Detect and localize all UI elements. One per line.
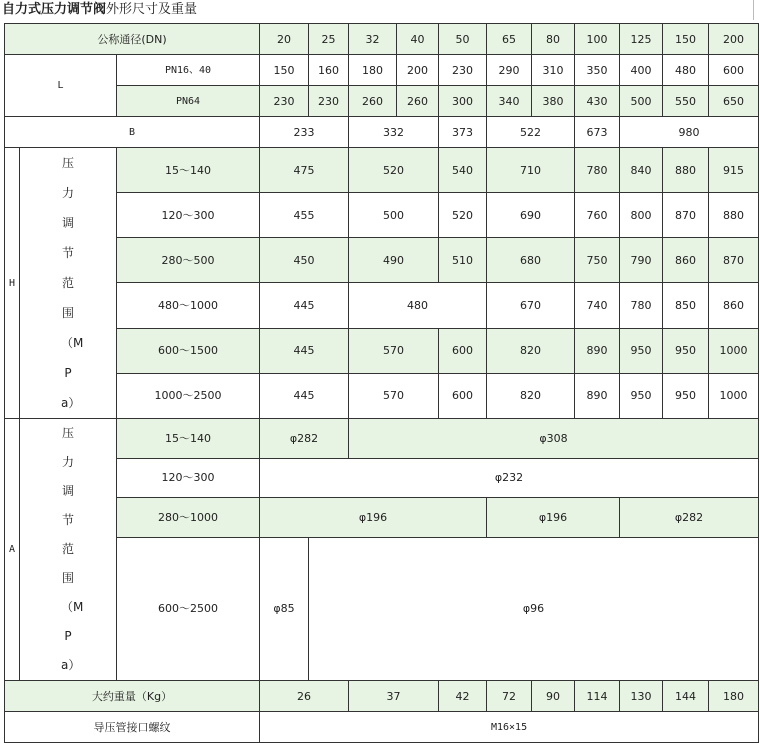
dn-header: 公称通径(DN) (5, 24, 260, 55)
h-cell: 570 (349, 373, 439, 418)
a-cell: φ196 (260, 498, 487, 538)
b-cell: 233 (260, 117, 349, 148)
weight-row (5, 681, 759, 712)
dn-cell: 80 (532, 24, 575, 55)
pn64-label: PN64 (117, 86, 260, 117)
range-cell: 120～300 (117, 458, 260, 498)
a-row (5, 537, 759, 680)
range-cell: 280～500 (117, 238, 260, 283)
b-cell: 522 (487, 117, 575, 148)
b-cell: 332 (349, 117, 439, 148)
b-cell: 373 (439, 117, 487, 148)
dn-cell: 150 (663, 24, 709, 55)
h-cell: 500 (349, 193, 439, 238)
a-row (5, 458, 759, 498)
title-bold: 自力式压力调节阀 (2, 2, 107, 17)
h-label: H (5, 148, 20, 419)
range-cell: 600～2500 (117, 537, 260, 680)
a-cell: φ85 (260, 537, 309, 680)
weight-label: 大约重量（Kg） (5, 681, 260, 712)
h-cell: 780 (575, 148, 620, 193)
h-row (5, 283, 759, 328)
weight-cell: 72 (487, 681, 532, 712)
h-row (5, 373, 759, 418)
h-cell: 890 (575, 373, 620, 418)
h-cell: 480 (349, 283, 487, 328)
dn-cell: 50 (439, 24, 487, 55)
a-cell: φ282 (620, 498, 759, 538)
l-label: L (5, 55, 117, 117)
header-row (5, 24, 759, 55)
dn-cell: 200 (709, 24, 759, 55)
h-cell: 870 (663, 193, 709, 238)
h-cell: 880 (709, 193, 759, 238)
weight-cell: 90 (532, 681, 575, 712)
h-row (5, 328, 759, 373)
l-cell: 260 (397, 86, 439, 117)
h-cell: 840 (620, 148, 663, 193)
l-cell: 400 (620, 55, 663, 86)
dn-cell: 25 (309, 24, 349, 55)
h-range-label (20, 148, 117, 419)
h-cell: 600 (439, 373, 487, 418)
l-cell: 550 (663, 86, 709, 117)
h-row (5, 193, 759, 238)
range-cell: 1000～2500 (117, 373, 260, 418)
dn-cell: 65 (487, 24, 532, 55)
h-cell: 520 (349, 148, 439, 193)
pn16-label: PN16、40 (117, 55, 260, 86)
b-label: B (5, 117, 260, 148)
h-cell: 860 (709, 283, 759, 328)
spec-table (4, 23, 759, 743)
h-cell: 450 (260, 238, 349, 283)
l-pn64-row (5, 86, 759, 117)
a-cell: φ232 (260, 458, 759, 498)
page-title (2, 2, 197, 18)
l-cell: 500 (620, 86, 663, 117)
h-cell: 950 (620, 328, 663, 373)
h-cell: 445 (260, 283, 349, 328)
h-cell: 445 (260, 328, 349, 373)
h-cell: 710 (487, 148, 575, 193)
h-cell: 915 (709, 148, 759, 193)
a-cell: φ282 (260, 419, 349, 459)
h-cell: 475 (260, 148, 349, 193)
range-cell: 280～1000 (117, 498, 260, 538)
h-cell: 950 (620, 373, 663, 418)
l-cell: 150 (260, 55, 309, 86)
weight-cell: 37 (349, 681, 439, 712)
l-cell: 230 (309, 86, 349, 117)
l-cell: 260 (349, 86, 397, 117)
h-cell: 1000 (709, 373, 759, 418)
h-cell: 680 (487, 238, 575, 283)
h-cell: 1000 (709, 328, 759, 373)
dn-cell: 100 (575, 24, 620, 55)
l-cell: 430 (575, 86, 620, 117)
l-cell: 380 (532, 86, 575, 117)
range-cell: 480～1000 (117, 283, 260, 328)
h-cell: 455 (260, 193, 349, 238)
thread-label: 导压管接口螺纹 (5, 712, 260, 743)
h-cell: 445 (260, 373, 349, 418)
h-cell: 760 (575, 193, 620, 238)
l-cell: 230 (260, 86, 309, 117)
l-cell: 340 (487, 86, 532, 117)
l-cell: 200 (397, 55, 439, 86)
l-cell: 230 (439, 55, 487, 86)
range-cell: 120～300 (117, 193, 260, 238)
weight-cell: 26 (260, 681, 349, 712)
h-cell: 490 (349, 238, 439, 283)
h-cell: 800 (620, 193, 663, 238)
h-row (5, 148, 759, 193)
h-cell: 520 (439, 193, 487, 238)
a-row (5, 419, 759, 459)
l-cell: 600 (709, 55, 759, 86)
h-cell: 860 (663, 238, 709, 283)
thread-row (5, 712, 759, 743)
h-cell: 670 (487, 283, 575, 328)
h-cell: 820 (487, 328, 575, 373)
h-cell: 510 (439, 238, 487, 283)
a-cell: φ196 (487, 498, 620, 538)
range-cell: 600～1500 (117, 328, 260, 373)
h-cell: 780 (620, 283, 663, 328)
h-cell: 570 (349, 328, 439, 373)
h-cell: 890 (575, 328, 620, 373)
h-cell: 880 (663, 148, 709, 193)
weight-cell: 114 (575, 681, 620, 712)
weight-cell: 130 (620, 681, 663, 712)
l-cell: 350 (575, 55, 620, 86)
l-pn16-row (5, 55, 759, 86)
l-cell: 180 (349, 55, 397, 86)
weight-cell: 144 (663, 681, 709, 712)
h-cell: 540 (439, 148, 487, 193)
dn-cell: 40 (397, 24, 439, 55)
b-cell: 980 (620, 117, 759, 148)
l-cell: 300 (439, 86, 487, 117)
h-cell: 850 (663, 283, 709, 328)
a-label: A (5, 419, 20, 681)
h-cell: 740 (575, 283, 620, 328)
h-cell: 820 (487, 373, 575, 418)
range-cell: 15～140 (117, 419, 260, 459)
weight-cell: 180 (709, 681, 759, 712)
a-range-label (20, 419, 117, 681)
b-row (5, 117, 759, 148)
range-cell: 15～140 (117, 148, 260, 193)
h-cell: 950 (663, 328, 709, 373)
dn-cell: 20 (260, 24, 309, 55)
l-cell: 290 (487, 55, 532, 86)
dn-cell: 32 (349, 24, 397, 55)
weight-cell: 42 (439, 681, 487, 712)
divider (753, 0, 754, 20)
h-cell: 690 (487, 193, 575, 238)
thread-value: M16×15 (260, 712, 759, 743)
a-range-label-text: 压力调节范围（MPa） (61, 426, 84, 672)
h-cell: 600 (439, 328, 487, 373)
l-cell: 480 (663, 55, 709, 86)
a-cell: φ96 (309, 537, 759, 680)
dn-cell: 125 (620, 24, 663, 55)
a-cell: φ308 (349, 419, 759, 459)
h-cell: 950 (663, 373, 709, 418)
b-cell: 673 (575, 117, 620, 148)
l-cell: 650 (709, 86, 759, 117)
h-cell: 750 (575, 238, 620, 283)
h-row (5, 238, 759, 283)
h-cell: 790 (620, 238, 663, 283)
l-cell: 310 (532, 55, 575, 86)
h-range-label-text: 压力调节范围（MPa） (61, 156, 84, 410)
a-row (5, 498, 759, 538)
title-rest: 外形尺寸及重量 (106, 2, 198, 17)
h-cell: 870 (709, 238, 759, 283)
l-cell: 160 (309, 55, 349, 86)
